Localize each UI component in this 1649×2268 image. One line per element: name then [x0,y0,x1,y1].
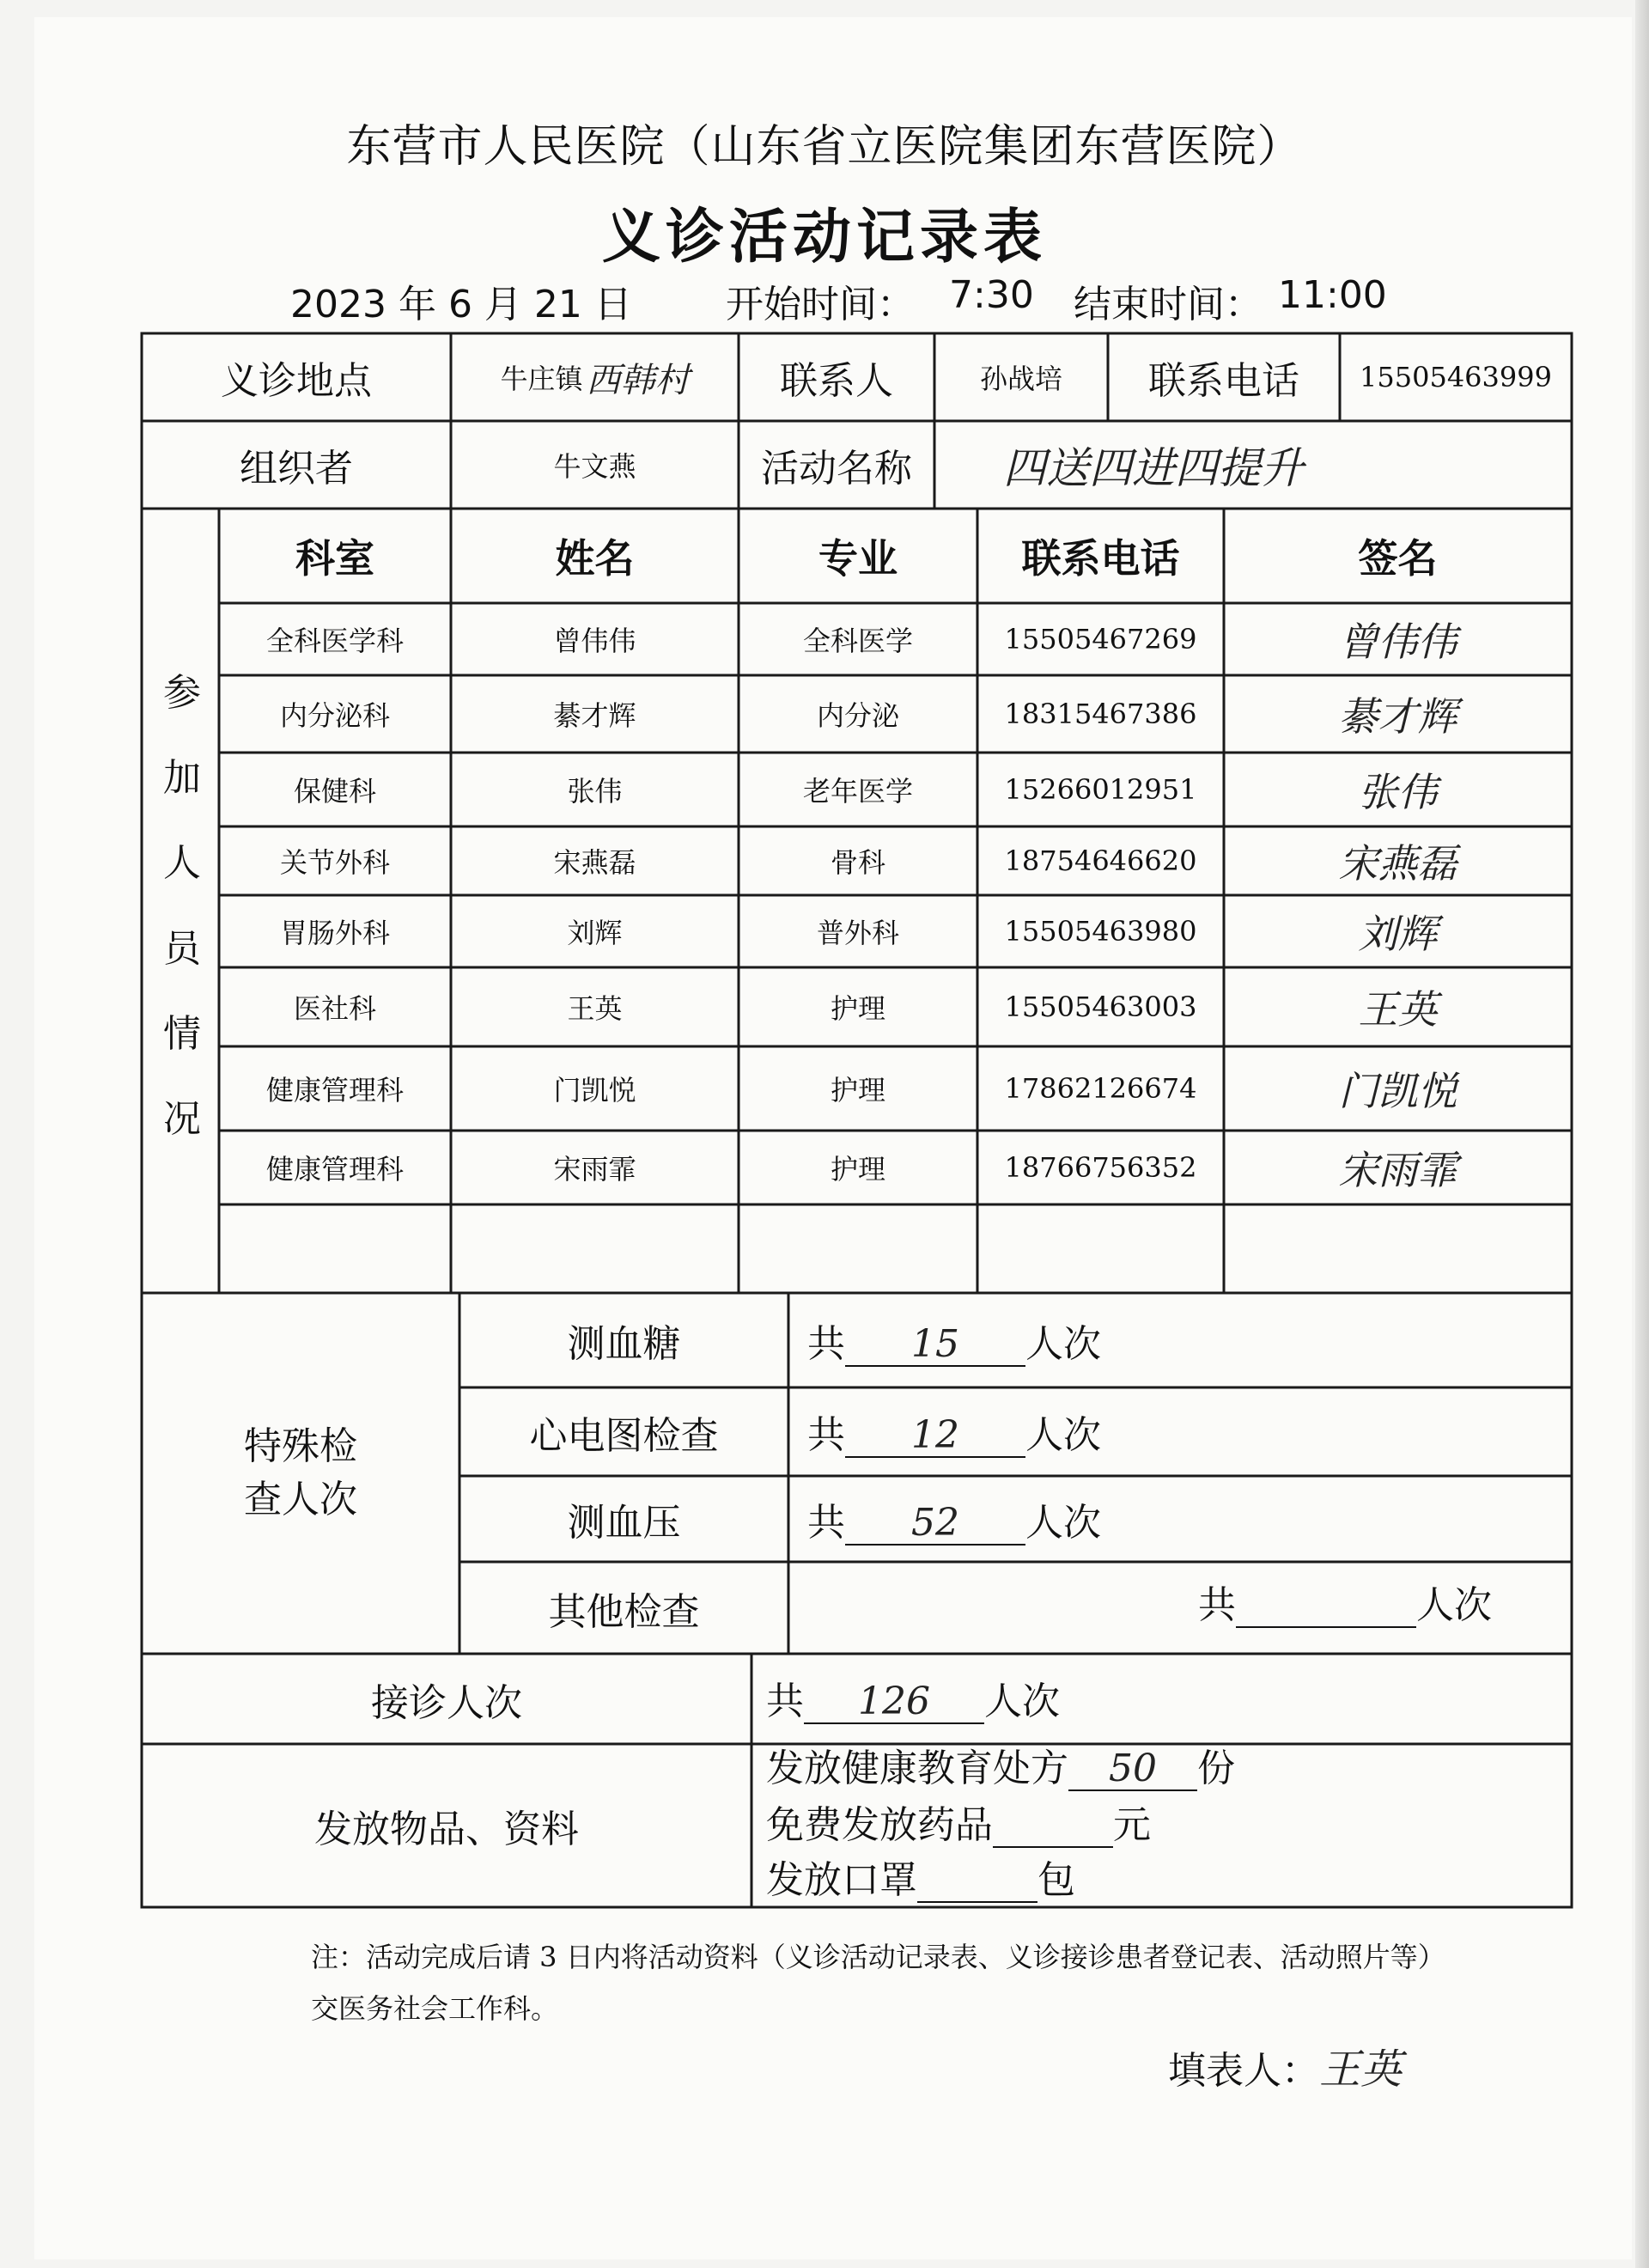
filler-field [1168,2036,1402,2095]
row-phone: 15266012951 [1004,773,1197,806]
side-char: 加 [163,756,201,801]
edu-prescription-line: 发放健康教育处方 50 份 [766,1747,1235,1790]
materials-label: 发放物品、资料 [314,1808,579,1851]
filler-signature: 王英 [1319,2045,1403,2094]
row-signature: 门凯悦 [1338,1068,1457,1114]
col-header-dept: 科室 [295,535,374,582]
location-value: 牛庄镇 [500,363,583,395]
row-dept: 胃肠外科 [279,917,390,949]
note-line: 交医务社会工作科。 [311,1992,559,2025]
row-dept: 保健科 [293,775,376,808]
location-handwritten: 西韩村 [586,360,690,400]
check-count-other-line: 共 人次 [1198,1583,1492,1627]
row-name: 门凯悦 [553,1074,636,1107]
row-name: 綦才辉 [553,699,636,732]
reception-label: 接诊人次 [371,1680,522,1725]
row-signature: 张伟 [1358,769,1438,815]
check-count-bp-line: 共 52 人次 [807,1501,1101,1545]
row-major: 护理 [830,1153,885,1186]
col-header-phone: 联系电话 [1021,535,1180,582]
row-phone: 15505463980 [1004,915,1197,948]
participants-side-label [148,662,216,1143]
check-count-glucose: 15 [845,1324,1025,1367]
row-name: 曾伟伟 [553,625,636,657]
organizer-label: 组织者 [240,447,353,491]
contact-label: 联系人 [780,359,893,403]
end-time-label: 结束时间： [1074,283,1263,326]
row-name: 王英 [567,992,623,1025]
row-signature: 刘辉 [1358,911,1438,957]
row-major: 骨科 [830,846,885,879]
organizer-value: 牛文燕 [553,450,636,483]
check-count-bp: 52 [845,1503,1025,1546]
row-phone: 17862126674 [1004,1072,1197,1105]
check-count-glucose-line: 共 15 人次 [807,1322,1101,1366]
row-name: 宋雨霏 [553,1153,636,1186]
row-phone: 15505463003 [1004,991,1197,1023]
row-dept: 全科医学科 [265,625,404,657]
side-char: 况 [163,1096,201,1141]
side-char: 员 [163,926,201,971]
row-dept: 健康管理科 [265,1074,404,1107]
row-name: 张伟 [567,775,623,808]
activity-value: 四送四进四提升 [1003,443,1304,493]
masks-line: 发放口罩 包 [766,1858,1075,1902]
row-major: 护理 [830,1074,885,1107]
form-date: 2023 年 6 月 21 日 [290,283,632,326]
side-char: 人 [163,841,201,886]
activity-label: 活动名称 [761,447,912,491]
row-signature: 宋雨霏 [1338,1147,1457,1193]
row-signature: 王英 [1358,986,1438,1033]
phone-label: 联系电话 [1148,359,1299,403]
start-time-label: 开始时间： [726,283,915,326]
col-header-sign: 签名 [1358,535,1438,582]
check-count-ecg-line: 共 12 人次 [807,1413,1101,1457]
check-name-ecg: 心电图检查 [529,1413,719,1458]
row-dept: 健康管理科 [265,1153,404,1186]
side-char: 情 [163,1011,201,1056]
edu-prescription-count: 50 [1068,1748,1197,1791]
start-time-value: 7:30 [949,273,1034,317]
side-char: 参 [163,671,201,715]
masks-value [917,1860,1037,1903]
row-phone: 18766756352 [1004,1151,1197,1184]
check-name-bp: 测血压 [567,1501,681,1545]
location-label: 义诊地点 [221,359,372,403]
row-major: 护理 [830,992,885,1025]
row-dept: 内分泌科 [279,699,390,732]
row-major: 内分泌 [816,699,899,732]
phone-value: 15505463999 [1360,361,1552,393]
footer-note [311,1931,1599,2034]
row-name: 刘辉 [567,917,623,949]
check-name-other: 其他检查 [548,1589,700,1634]
hospital-name: 东营市人民医院（山东省立医院集团东营医院） [346,121,1303,173]
filler-label: 填表人： [1168,2049,1319,2093]
col-header-name: 姓名 [555,535,635,582]
row-phone: 18315467386 [1004,698,1197,730]
row-major: 全科医学 [802,625,913,657]
row-major: 老年医学 [802,775,913,808]
row-signature: 綦才辉 [1338,693,1457,740]
check-count-ecg: 12 [845,1415,1025,1458]
check-count-other [1236,1585,1416,1628]
check-name-glucose: 测血糖 [567,1322,681,1366]
reception-count-line: 共 126 人次 [766,1680,1060,1723]
location-cell [451,333,739,421]
row-phone: 15505467269 [1004,623,1197,655]
row-phone: 18754646620 [1004,844,1197,877]
note-line: 注：活动完成后请 3 日内将活动资料（义诊活动记录表、义诊接诊患者登记表、活动照片等） [311,1941,1445,1973]
row-dept: 关节外科 [279,846,390,879]
end-time-value: 11:00 [1278,273,1387,317]
col-header-major: 专业 [818,535,898,582]
free-drugs-value [993,1805,1113,1848]
row-signature: 曾伟伟 [1338,619,1457,665]
contact-value: 孙战培 [979,363,1062,395]
free-drugs-line: 免费发放药品 元 [766,1803,1151,1847]
row-dept: 医社科 [293,992,376,1025]
reception-count: 126 [804,1681,984,1724]
row-signature: 宋燕磊 [1338,840,1457,887]
special-checks-label: 特殊检查人次 [244,1424,357,1521]
row-name: 宋燕磊 [553,846,636,879]
form-title: 义诊活动记录表 [601,204,1047,271]
row-major: 普外科 [816,917,899,949]
